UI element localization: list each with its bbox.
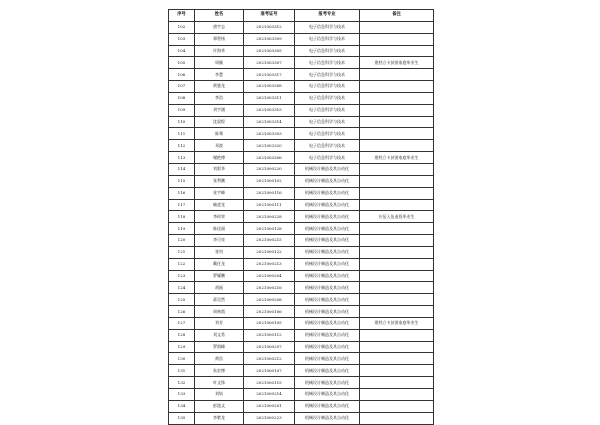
cell-major: 电子信息科学与技术 <box>295 69 360 81</box>
cell-seq: 119 <box>169 223 195 235</box>
cell-note: 应征入伍退役毕业生 <box>360 211 434 223</box>
cell-major: 电子信息科学与技术 <box>295 81 360 93</box>
cell-exam-id: 2021000122 <box>244 246 295 258</box>
cell-name: 戴任龙 <box>195 258 244 270</box>
cell-note <box>360 306 434 318</box>
cell-note <box>360 116 434 128</box>
cell-exam-id: 2021000107 <box>244 365 295 377</box>
cell-name: 刘芳 <box>195 317 244 329</box>
cell-seq: 122 <box>169 258 195 270</box>
table-row <box>169 270 434 282</box>
table-row <box>169 235 434 247</box>
cell-name: 周颖 <box>195 57 244 69</box>
table-row <box>169 128 434 140</box>
cell-note <box>360 412 434 424</box>
cell-major: 机械设计制造及其自动化 <box>295 365 360 377</box>
cell-exam-id: 2021003306 <box>244 152 295 164</box>
cell-note <box>360 235 434 247</box>
table-row <box>169 353 434 365</box>
cell-major: 机械设计制造及其自动化 <box>295 258 360 270</box>
cell-exam-id: 2021000102 <box>244 175 295 187</box>
cell-major: 机械设计制造及其自动化 <box>295 187 360 199</box>
cell-exam-id: 2021000201 <box>244 400 295 412</box>
cell-name: 张钊 <box>195 246 244 258</box>
table-row <box>169 175 434 187</box>
cell-name: 张利鹏 <box>195 175 244 187</box>
cell-major: 机械设计制造及其自动化 <box>295 235 360 247</box>
cell-note: 建档立卡贫困家庭毕业生 <box>360 152 434 164</box>
header-seq: 序号 <box>169 10 195 22</box>
cell-seq: 126 <box>169 306 195 318</box>
admission-roster-table <box>168 9 434 425</box>
cell-exam-id: 2021000128 <box>244 223 295 235</box>
cell-exam-id: 2021000212 <box>244 353 295 365</box>
cell-seq: 131 <box>169 365 195 377</box>
cell-note <box>360 400 434 412</box>
cell-note: 建档立卡贫困家庭毕业生 <box>360 57 434 69</box>
cell-exam-id: 2021000115 <box>244 377 295 389</box>
cell-seq: 102 <box>169 21 195 33</box>
cell-seq: 106 <box>169 69 195 81</box>
table-row <box>169 341 434 353</box>
cell-name: 李浩 <box>195 92 244 104</box>
cell-seq: 133 <box>169 389 195 401</box>
cell-exam-id: 2021003305 <box>244 45 295 57</box>
table-row <box>169 81 434 93</box>
table-row <box>169 306 434 318</box>
cell-note <box>360 163 434 175</box>
table-row <box>169 412 434 424</box>
header-exam-id: 准考证号 <box>244 10 295 22</box>
cell-note <box>360 258 434 270</box>
table-row <box>169 329 434 341</box>
table-row <box>169 400 434 412</box>
cell-major: 机械设计制造及其自动化 <box>295 175 360 187</box>
cell-note <box>360 175 434 187</box>
cell-name: 李慧 <box>195 69 244 81</box>
cell-seq: 134 <box>169 400 195 412</box>
cell-exam-id: 2021003308 <box>244 81 295 93</box>
cell-major: 机械设计制造及其自动化 <box>295 223 360 235</box>
table-row <box>169 377 434 389</box>
table-row <box>169 258 434 270</box>
cell-seq: 114 <box>169 163 195 175</box>
cell-exam-id: 2021000207 <box>244 341 295 353</box>
cell-note <box>360 377 434 389</box>
cell-seq: 118 <box>169 211 195 223</box>
cell-major: 电子信息科学与技术 <box>295 92 360 104</box>
cell-name: 郑智扬 <box>195 33 244 45</box>
cell-note <box>360 223 434 235</box>
cell-major: 机械设计制造及其自动化 <box>295 389 360 401</box>
cell-note <box>360 187 434 199</box>
table-body <box>169 21 434 424</box>
cell-note <box>360 341 434 353</box>
cell-major: 电子信息科学与技术 <box>295 21 360 33</box>
cell-major: 电子信息科学与技术 <box>295 45 360 57</box>
cell-note <box>360 199 434 211</box>
cell-exam-id: 2021000208 <box>244 294 295 306</box>
cell-exam-id: 2021003312 <box>244 21 295 33</box>
cell-major: 机械设计制造及其自动化 <box>295 199 360 211</box>
cell-note <box>360 365 434 377</box>
cell-major: 机械设计制造及其自动化 <box>295 282 360 294</box>
cell-note <box>360 92 434 104</box>
cell-major: 电子信息科学与技术 <box>295 104 360 116</box>
table-row <box>169 317 434 329</box>
cell-seq: 130 <box>169 353 195 365</box>
cell-name: 罗耀鹏 <box>195 270 244 282</box>
cell-seq: 116 <box>169 187 195 199</box>
table-row <box>169 104 434 116</box>
header-major: 报考专业 <box>295 10 360 22</box>
cell-note <box>360 282 434 294</box>
cell-exam-id: 2021003303 <box>244 128 295 140</box>
cell-seq: 117 <box>169 199 195 211</box>
cell-major: 机械设计制造及其自动化 <box>295 294 360 306</box>
cell-note <box>360 353 434 365</box>
table-row <box>169 21 434 33</box>
cell-major: 机械设计制造及其自动化 <box>295 246 360 258</box>
cell-exam-id: 2021000223 <box>244 412 295 424</box>
cell-seq: 112 <box>169 140 195 152</box>
cell-note <box>360 21 434 33</box>
cell-name: 李时荣 <box>195 211 244 223</box>
cell-seq: 120 <box>169 235 195 247</box>
cell-seq: 123 <box>169 270 195 282</box>
cell-name: 刘宇涵 <box>195 104 244 116</box>
table-row <box>169 223 434 235</box>
cell-seq: 105 <box>169 57 195 69</box>
table-row <box>169 140 434 152</box>
cell-seq: 129 <box>169 341 195 353</box>
cell-seq: 107 <box>169 81 195 93</box>
cell-name: 谢艳博 <box>195 152 244 164</box>
cell-seq: 110 <box>169 116 195 128</box>
cell-seq: 113 <box>169 152 195 164</box>
cell-name: 陈骞 <box>195 128 244 140</box>
cell-note <box>360 128 434 140</box>
cell-exam-id: 2021000105 <box>244 317 295 329</box>
cell-note <box>360 246 434 258</box>
cell-name: 张宇峰 <box>195 187 244 199</box>
cell-name: 李紫龙 <box>195 412 244 424</box>
cell-exam-id: 2021003315 <box>244 104 295 116</box>
cell-name: 唐宇志 <box>195 21 244 33</box>
table-row <box>169 69 434 81</box>
cell-seq: 124 <box>169 282 195 294</box>
table-row <box>169 211 434 223</box>
cell-name: 沈晨程 <box>195 116 244 128</box>
cell-note <box>360 389 434 401</box>
cell-major: 机械设计制造及其自动化 <box>295 400 360 412</box>
cell-exam-id: 2021003314 <box>244 116 295 128</box>
cell-exam-id: 2021000214 <box>244 389 295 401</box>
cell-exam-id: 2021003320 <box>244 140 295 152</box>
cell-exam-id: 2021003311 <box>244 92 295 104</box>
cell-name: 黄浩 <box>195 353 244 365</box>
cell-seq: 127 <box>169 317 195 329</box>
table-row <box>169 152 434 164</box>
cell-exam-id: 2021003317 <box>244 69 295 81</box>
cell-exam-id: 2021000111 <box>244 199 295 211</box>
cell-note <box>360 33 434 45</box>
cell-exam-id: 2021000116 <box>244 187 295 199</box>
cell-seq: 135 <box>169 412 195 424</box>
cell-major: 机械设计制造及其自动化 <box>295 353 360 365</box>
cell-seq: 121 <box>169 246 195 258</box>
cell-exam-id: 2021000213 <box>244 258 295 270</box>
cell-major: 机械设计制造及其自动化 <box>295 377 360 389</box>
cell-major: 电子信息科学与技术 <box>295 116 360 128</box>
table-row <box>169 187 434 199</box>
cell-major: 机械设计制造及其自动化 <box>295 412 360 424</box>
cell-name: 胡丽 <box>195 282 244 294</box>
cell-major: 机械设计制造及其自动化 <box>295 163 360 175</box>
cell-major: 机械设计制造及其自动化 <box>295 270 360 282</box>
table-row <box>169 57 434 69</box>
cell-major: 电子信息科学与技术 <box>295 128 360 140</box>
cell-note <box>360 270 434 282</box>
cell-name: 李可亮 <box>195 235 244 247</box>
cell-name: 刘彩华 <box>195 163 244 175</box>
cell-note <box>360 45 434 57</box>
cell-name: 喻凌龙 <box>195 199 244 211</box>
cell-note <box>360 69 434 81</box>
cell-major: 机械设计制造及其自动化 <box>295 211 360 223</box>
cell-name: 许海华 <box>195 45 244 57</box>
table-row <box>169 116 434 128</box>
cell-exam-id: 2021000204 <box>244 270 295 282</box>
cell-name: 蒋昊然 <box>195 294 244 306</box>
cell-name: 罗润峰 <box>195 341 244 353</box>
cell-seq: 115 <box>169 175 195 187</box>
cell-name: 彭逸文 <box>195 400 244 412</box>
cell-note <box>360 81 434 93</box>
cell-note <box>360 140 434 152</box>
cell-exam-id: 2021003309 <box>244 33 295 45</box>
cell-major: 机械设计制造及其自动化 <box>295 341 360 353</box>
cell-seq: 109 <box>169 104 195 116</box>
cell-name: 黄鉴龙 <box>195 81 244 93</box>
cell-name: 邓波 <box>195 140 244 152</box>
cell-note <box>360 104 434 116</box>
cell-name: 陈佳丽 <box>195 223 244 235</box>
cell-exam-id: 2021000215 <box>244 235 295 247</box>
cell-seq: 128 <box>169 329 195 341</box>
cell-exam-id: 2021003307 <box>244 57 295 69</box>
cell-name: 朱宏博 <box>195 365 244 377</box>
cell-exam-id: 2021000228 <box>244 211 295 223</box>
cell-major: 电子信息科学与技术 <box>295 152 360 164</box>
cell-major: 机械设计制造及其自动化 <box>295 317 360 329</box>
cell-major: 电子信息科学与技术 <box>295 57 360 69</box>
cell-name: 刘文希 <box>195 329 244 341</box>
table-row <box>169 199 434 211</box>
cell-seq: 104 <box>169 45 195 57</box>
cell-seq: 108 <box>169 92 195 104</box>
cell-exam-id: 2021000216 <box>244 282 295 294</box>
cell-seq: 132 <box>169 377 195 389</box>
cell-exam-id: 2021000106 <box>244 306 295 318</box>
header-name: 姓名 <box>195 10 244 22</box>
table-row <box>169 282 434 294</box>
cell-note: 建档立卡贫困家庭毕业生 <box>360 317 434 329</box>
header-note: 备注 <box>360 10 434 22</box>
cell-seq: 125 <box>169 294 195 306</box>
cell-name: 刘灿 <box>195 389 244 401</box>
cell-exam-id: 2021000220 <box>244 163 295 175</box>
cell-name: 叶文锋 <box>195 377 244 389</box>
table-row <box>169 163 434 175</box>
cell-exam-id: 2021000112 <box>244 329 295 341</box>
table-row <box>169 92 434 104</box>
cell-name: 周林霞 <box>195 306 244 318</box>
table-row <box>169 45 434 57</box>
cell-major: 电子信息科学与技术 <box>295 140 360 152</box>
table-row <box>169 365 434 377</box>
cell-major: 机械设计制造及其自动化 <box>295 306 360 318</box>
cell-note <box>360 329 434 341</box>
cell-major: 电子信息科学与技术 <box>295 33 360 45</box>
table-header-row <box>169 10 434 22</box>
cell-seq: 111 <box>169 128 195 140</box>
table-row <box>169 246 434 258</box>
cell-seq: 103 <box>169 33 195 45</box>
cell-note <box>360 294 434 306</box>
table-row <box>169 389 434 401</box>
cell-major: 机械设计制造及其自动化 <box>295 329 360 341</box>
table-row <box>169 294 434 306</box>
table-row <box>169 33 434 45</box>
